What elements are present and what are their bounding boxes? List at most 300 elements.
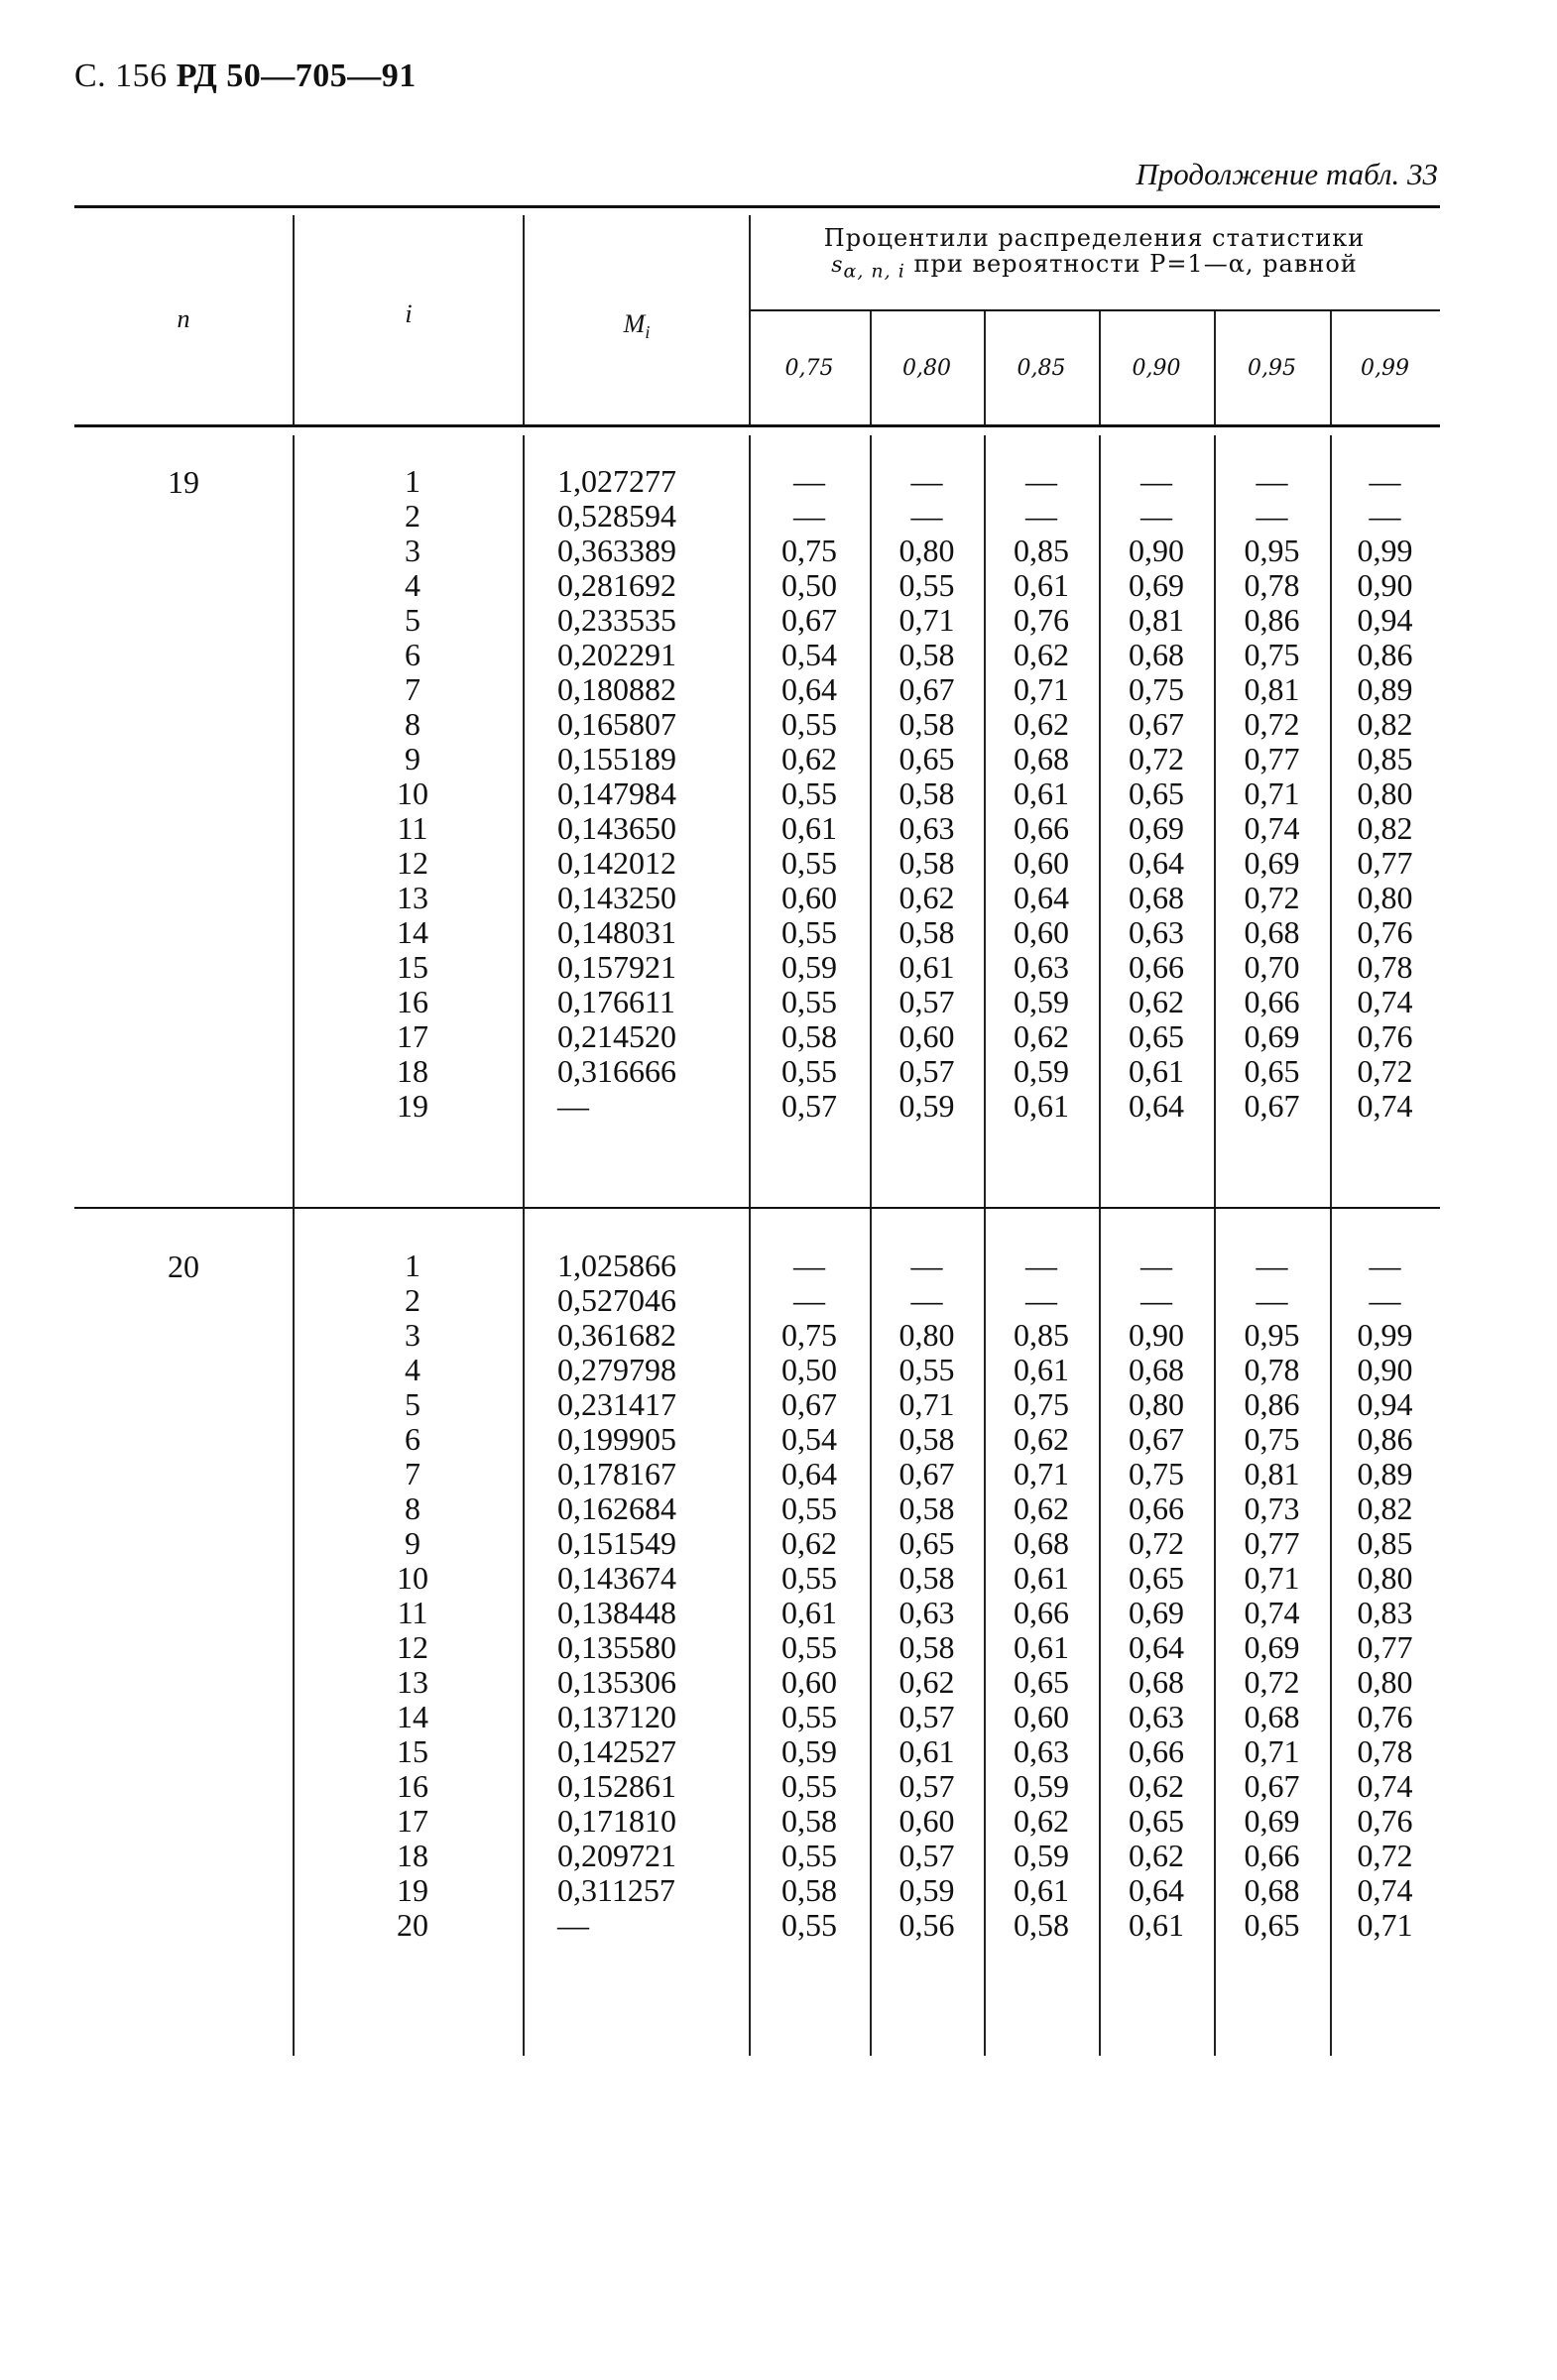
row-index: 9 bbox=[405, 741, 420, 776]
table-row bbox=[74, 1353, 1440, 1387]
percentile-cell: 0,55 bbox=[781, 1053, 837, 1089]
table-row bbox=[74, 1283, 1440, 1318]
percentile-cell: — bbox=[1140, 1248, 1172, 1283]
percentile-cell: 0,55 bbox=[781, 1560, 837, 1596]
row-m-value: 1,027277 bbox=[557, 463, 676, 499]
percentile-cell: 0,55 bbox=[781, 914, 837, 950]
percentile-cell: 0,61 bbox=[1129, 1907, 1184, 1943]
statistic-symbol: $s_{\alpha, n, i}$ bbox=[831, 253, 905, 283]
table-row bbox=[74, 499, 1440, 534]
percentile-cell: 0,62 bbox=[1129, 1838, 1184, 1873]
percentile-cell: 0,58 bbox=[781, 1803, 837, 1839]
percentile-cell: 0,59 bbox=[1014, 984, 1069, 1019]
percentile-cell: 0,62 bbox=[1129, 984, 1184, 1019]
percentile-cell: 0,74 bbox=[1357, 984, 1413, 1019]
percentile-cell: 0,61 bbox=[1014, 1560, 1069, 1596]
percentile-cell: 0,59 bbox=[898, 1088, 955, 1124]
n-value: 19 bbox=[168, 464, 199, 500]
row-m-value: 0,233535 bbox=[557, 602, 676, 638]
row-index: 6 bbox=[405, 637, 420, 672]
row-index: 13 bbox=[397, 880, 428, 915]
row-m-value: 0,143650 bbox=[557, 810, 676, 846]
percentile-cell: 0,58 bbox=[898, 914, 955, 950]
percentile-cell: 0,75 bbox=[1244, 637, 1300, 672]
row-index: 10 bbox=[397, 775, 428, 811]
percentile-cell: 0,73 bbox=[1244, 1490, 1300, 1526]
percentile-cell: 0,54 bbox=[781, 637, 837, 672]
percentile-table bbox=[74, 205, 1440, 2056]
percentile-cell: 0,75 bbox=[1129, 1456, 1184, 1491]
row-m-value: 0,147984 bbox=[557, 775, 676, 811]
percentile-cell: — bbox=[793, 498, 825, 534]
percentile-cell: 0,64 bbox=[781, 1456, 837, 1491]
row-index: 1 bbox=[405, 1248, 420, 1283]
header-i: i bbox=[405, 299, 413, 328]
percentile-cell: — bbox=[910, 1282, 943, 1318]
percentile-cell: 0,68 bbox=[1129, 637, 1184, 672]
percentile-cell: 0,86 bbox=[1244, 1386, 1300, 1422]
percentile-cell: 0,67 bbox=[1129, 706, 1184, 742]
row-m-value: 0,143250 bbox=[557, 880, 676, 915]
percentile-cell: 0,50 bbox=[781, 1352, 837, 1387]
table-row bbox=[74, 1769, 1440, 1804]
percentile-cell: 0,66 bbox=[1014, 810, 1069, 846]
percentile-cell: 0,72 bbox=[1357, 1838, 1413, 1873]
percentile-cell: 0,80 bbox=[1357, 880, 1413, 915]
percentile-cell: 0,64 bbox=[1129, 1629, 1184, 1665]
table-row bbox=[74, 1054, 1440, 1089]
percentile-cell: 0,77 bbox=[1357, 1629, 1413, 1665]
percentile-cell: 0,62 bbox=[1129, 1768, 1184, 1804]
percentile-cell: — bbox=[1256, 1248, 1288, 1283]
row-m-value: 0,528594 bbox=[557, 498, 676, 534]
percentile-cell: 0,89 bbox=[1357, 671, 1413, 707]
percentile-cell: 0,83 bbox=[1357, 1595, 1413, 1630]
percentile-cell: 0,66 bbox=[1244, 984, 1300, 1019]
table-row bbox=[74, 707, 1440, 742]
row-m-value: 0,165807 bbox=[557, 706, 676, 742]
percentile-cell: 0,57 bbox=[898, 1699, 955, 1734]
table-row bbox=[74, 1908, 1440, 1943]
prob-header: 0,80 bbox=[902, 356, 951, 381]
row-index: 9 bbox=[405, 1525, 420, 1561]
percentile-cell: 0,78 bbox=[1244, 1352, 1300, 1387]
percentile-cell: 0,70 bbox=[1244, 949, 1300, 985]
percentile-cell: 0,61 bbox=[1014, 1088, 1069, 1124]
percentile-cell: 0,59 bbox=[1014, 1053, 1069, 1089]
prob-header: 0,90 bbox=[1132, 356, 1181, 381]
percentile-cell: — bbox=[1025, 1248, 1057, 1283]
percentile-cell: 0,58 bbox=[898, 1490, 955, 1526]
percentile-cell: 0,62 bbox=[1014, 1803, 1069, 1839]
percentile-cell: 0,58 bbox=[898, 706, 955, 742]
percentile-cell: 0,62 bbox=[781, 741, 837, 776]
row-index: 7 bbox=[405, 671, 420, 707]
percentile-cell: 0,50 bbox=[781, 567, 837, 603]
row-m-value: 0,363389 bbox=[557, 533, 676, 568]
percentile-cell: 0,62 bbox=[1014, 637, 1069, 672]
percentile-cell: 0,75 bbox=[781, 1317, 837, 1353]
percentile-cell: 0,94 bbox=[1357, 602, 1413, 638]
percentile-cell: 0,85 bbox=[1014, 533, 1069, 568]
table-row bbox=[74, 1526, 1440, 1561]
percentile-cell: 0,68 bbox=[1129, 880, 1184, 915]
percentile-cell: 0,77 bbox=[1357, 845, 1413, 881]
percentile-cell: 0,57 bbox=[898, 1838, 955, 1873]
percentile-cell: 0,59 bbox=[1014, 1838, 1069, 1873]
percentile-cell: 0,60 bbox=[898, 1803, 955, 1839]
percentile-cell: 0,76 bbox=[1357, 1803, 1413, 1839]
percentile-cell: 0,80 bbox=[1357, 1560, 1413, 1596]
percentile-cell: 0,72 bbox=[1244, 1664, 1300, 1700]
percentile-cell: 0,58 bbox=[898, 1560, 955, 1596]
percentile-cell: — bbox=[1369, 498, 1401, 534]
percentile-cell: 0,69 bbox=[1244, 1629, 1300, 1665]
row-m-value: 0,151549 bbox=[557, 1525, 676, 1561]
percentile-cell: — bbox=[1256, 463, 1288, 499]
row-index: 17 bbox=[397, 1803, 428, 1839]
row-m-value: 0,180882 bbox=[557, 671, 676, 707]
percentile-cell: 0,55 bbox=[781, 706, 837, 742]
percentile-cell: — bbox=[1369, 1282, 1401, 1318]
percentile-cell: 0,78 bbox=[1357, 1733, 1413, 1769]
row-index: 4 bbox=[405, 1352, 420, 1387]
percentile-cell: 0,55 bbox=[781, 984, 837, 1019]
percentile-cell: 0,85 bbox=[1014, 1317, 1069, 1353]
percentile-cell: 0,80 bbox=[1357, 775, 1413, 811]
row-index: 16 bbox=[397, 1768, 428, 1804]
percentile-cell: 0,58 bbox=[781, 1872, 837, 1908]
percentile-cell: 0,68 bbox=[1129, 1664, 1184, 1700]
percentile-cell: 0,75 bbox=[781, 533, 837, 568]
table-row bbox=[74, 1630, 1440, 1665]
table-row bbox=[74, 1665, 1440, 1700]
group-title-line1: Процентили распределения статистики bbox=[823, 224, 1366, 252]
table-row bbox=[74, 1804, 1440, 1839]
table-row bbox=[74, 1561, 1440, 1596]
percentile-cell: 0,59 bbox=[781, 1733, 837, 1769]
percentile-cell: 0,65 bbox=[1129, 1803, 1184, 1839]
table-row bbox=[74, 464, 1440, 499]
row-index: 17 bbox=[397, 1018, 428, 1054]
table-row bbox=[74, 1422, 1440, 1457]
percentile-cell: 0,59 bbox=[898, 1872, 955, 1908]
row-m-value: 0,279798 bbox=[557, 1352, 676, 1387]
percentile-cell: 0,57 bbox=[898, 1053, 955, 1089]
percentile-cell: 0,78 bbox=[1357, 949, 1413, 985]
table-row bbox=[74, 811, 1440, 846]
row-m-value: 0,361682 bbox=[557, 1317, 676, 1353]
percentile-cell: 0,69 bbox=[1244, 845, 1300, 881]
percentile-cell: 0,68 bbox=[1244, 1699, 1300, 1734]
percentile-cell: 0,58 bbox=[898, 1421, 955, 1457]
percentile-cell: — bbox=[910, 498, 943, 534]
percentile-cell: 0,55 bbox=[781, 1838, 837, 1873]
percentile-cell: 0,66 bbox=[1129, 1733, 1184, 1769]
percentile-cell: 0,72 bbox=[1244, 706, 1300, 742]
row-index: 11 bbox=[397, 810, 428, 846]
group-title-line2: $s_{\alpha, n, i}$ при вероятности P=1—α, равной bbox=[831, 250, 1358, 283]
percentile-cell: 0,60 bbox=[898, 1018, 955, 1054]
percentile-cell: 0,57 bbox=[781, 1088, 837, 1124]
percentile-cell: 0,65 bbox=[1014, 1664, 1069, 1700]
row-m-value: 0,281692 bbox=[557, 567, 676, 603]
percentile-cell: 0,57 bbox=[898, 984, 955, 1019]
percentile-cell: 0,69 bbox=[1244, 1803, 1300, 1839]
percentile-cell: 0,76 bbox=[1357, 914, 1413, 950]
percentile-cell: 0,85 bbox=[1357, 741, 1413, 776]
percentile-cell: 0,55 bbox=[781, 1699, 837, 1734]
percentile-cell: 0,60 bbox=[1014, 845, 1069, 881]
percentile-cell: 0,94 bbox=[1357, 1386, 1413, 1422]
row-index: 6 bbox=[405, 1421, 420, 1457]
row-index: 11 bbox=[397, 1595, 428, 1630]
percentile-cell: 0,95 bbox=[1244, 1317, 1300, 1353]
percentile-cell: 0,90 bbox=[1357, 1352, 1413, 1387]
percentile-cell: 0,66 bbox=[1244, 1838, 1300, 1873]
percentile-cell: — bbox=[1140, 498, 1172, 534]
percentile-cell: 0,67 bbox=[1129, 1421, 1184, 1457]
percentile-cell: 0,68 bbox=[1244, 914, 1300, 950]
percentile-cell: 0,99 bbox=[1357, 1317, 1413, 1353]
percentile-cell: 0,62 bbox=[1014, 706, 1069, 742]
percentile-cell: 0,55 bbox=[781, 1490, 837, 1526]
percentile-cell: 0,77 bbox=[1244, 741, 1300, 776]
row-index: 13 bbox=[397, 1664, 428, 1700]
percentile-cell: 0,61 bbox=[1129, 1053, 1184, 1089]
percentile-cell: 0,58 bbox=[1014, 1907, 1069, 1943]
percentile-cell: — bbox=[910, 1248, 943, 1283]
percentile-cell: — bbox=[1025, 1282, 1057, 1318]
percentile-cell: 0,64 bbox=[1129, 1872, 1184, 1908]
percentile-cell: 0,76 bbox=[1014, 602, 1069, 638]
percentile-cell: 0,69 bbox=[1129, 810, 1184, 846]
percentile-cell: 0,68 bbox=[1129, 1352, 1184, 1387]
table-row bbox=[74, 1491, 1440, 1526]
row-m-value: 0,162684 bbox=[557, 1490, 676, 1526]
percentile-cell: 0,67 bbox=[1244, 1088, 1300, 1124]
row-m-value: 0,137120 bbox=[557, 1699, 676, 1734]
percentile-cell: 0,65 bbox=[1244, 1907, 1300, 1943]
percentile-cell: 0,61 bbox=[898, 1733, 955, 1769]
percentile-cell: — bbox=[793, 463, 825, 499]
row-index: 3 bbox=[405, 533, 420, 568]
percentile-cell: 0,81 bbox=[1244, 671, 1300, 707]
row-index: 20 bbox=[397, 1907, 428, 1943]
percentile-cell: 0,58 bbox=[898, 637, 955, 672]
table-row bbox=[74, 603, 1440, 638]
percentile-cell: 0,71 bbox=[1244, 1733, 1300, 1769]
percentile-cell: — bbox=[1140, 463, 1172, 499]
row-index: 18 bbox=[397, 1838, 428, 1873]
row-index: 1 bbox=[405, 463, 420, 499]
row-m-value: 0,527046 bbox=[557, 1282, 676, 1318]
row-m-value: 0,142527 bbox=[557, 1733, 676, 1769]
percentile-cell: 0,68 bbox=[1014, 1525, 1069, 1561]
percentile-cell: 0,58 bbox=[781, 1018, 837, 1054]
percentile-cell: 0,72 bbox=[1129, 1525, 1184, 1561]
percentile-cell: 0,60 bbox=[1014, 914, 1069, 950]
percentile-cell: 0,65 bbox=[1129, 775, 1184, 811]
percentile-cell: 0,80 bbox=[1357, 1664, 1413, 1700]
row-index: 16 bbox=[397, 984, 428, 1019]
percentile-cell: 0,61 bbox=[781, 810, 837, 846]
row-m-value: 0,152861 bbox=[557, 1768, 676, 1804]
percentile-cell: 0,55 bbox=[898, 567, 955, 603]
percentile-cell: 0,80 bbox=[1129, 1386, 1184, 1422]
percentile-cell: 0,61 bbox=[1014, 1872, 1069, 1908]
percentile-cell: 0,63 bbox=[898, 1595, 955, 1630]
percentile-cell: 0,63 bbox=[1014, 949, 1069, 985]
percentile-cell: 0,60 bbox=[1014, 1699, 1069, 1734]
percentile-cell: 0,55 bbox=[898, 1352, 955, 1387]
header-m-symbol: M bbox=[623, 309, 646, 338]
percentile-cell: 0,65 bbox=[1129, 1018, 1184, 1054]
percentile-cell: 0,66 bbox=[1129, 949, 1184, 985]
row-m-value: 0,209721 bbox=[557, 1838, 676, 1873]
table-row bbox=[74, 1457, 1440, 1491]
row-m-value: 1,025866 bbox=[557, 1248, 676, 1283]
percentile-cell: 0,63 bbox=[1129, 1699, 1184, 1734]
percentile-cell: 0,58 bbox=[898, 845, 955, 881]
percentile-cell: 0,71 bbox=[1244, 775, 1300, 811]
table-top-rule bbox=[74, 205, 1440, 208]
percentile-cell: 0,61 bbox=[1014, 775, 1069, 811]
row-m-value: 0,138448 bbox=[557, 1595, 676, 1630]
row-m-value: 0,135306 bbox=[557, 1664, 676, 1700]
percentile-cell: 0,95 bbox=[1244, 533, 1300, 568]
table-row bbox=[74, 846, 1440, 881]
percentile-cell: 0,82 bbox=[1357, 706, 1413, 742]
row-index: 14 bbox=[397, 1699, 428, 1734]
percentile-cell: 0,61 bbox=[781, 1595, 837, 1630]
row-m-value: 0,316666 bbox=[557, 1053, 676, 1089]
block-separator bbox=[74, 1207, 1440, 1209]
percentile-cell: — bbox=[1025, 463, 1057, 499]
percentile-cell: 0,59 bbox=[781, 949, 837, 985]
percentile-cell: 0,64 bbox=[781, 671, 837, 707]
table-row bbox=[74, 776, 1440, 811]
percentile-cell: 0,80 bbox=[898, 1317, 955, 1353]
prob-header: 0,99 bbox=[1361, 356, 1409, 381]
percentile-cell: 0,69 bbox=[1244, 1018, 1300, 1054]
percentile-cell: 0,76 bbox=[1357, 1018, 1413, 1054]
percentile-cell: — bbox=[793, 1248, 825, 1283]
header-bottom-rule bbox=[74, 424, 1440, 427]
row-index: 4 bbox=[405, 567, 420, 603]
row-index: 19 bbox=[397, 1872, 428, 1908]
table-row bbox=[74, 950, 1440, 985]
percentile-cell: 0,65 bbox=[898, 741, 955, 776]
percentile-cell: 0,60 bbox=[781, 1664, 837, 1700]
percentile-cell: 0,67 bbox=[781, 1386, 837, 1422]
table-row bbox=[74, 1734, 1440, 1769]
table-row bbox=[74, 915, 1440, 950]
percentile-cell: 0,74 bbox=[1357, 1768, 1413, 1804]
row-m-value: — bbox=[557, 1088, 589, 1124]
percentile-cell: 0,81 bbox=[1129, 602, 1184, 638]
percentile-cell: 0,62 bbox=[898, 1664, 955, 1700]
percentile-cell: 0,90 bbox=[1357, 567, 1413, 603]
percentile-cell: 0,74 bbox=[1357, 1872, 1413, 1908]
percentile-cell: 0,74 bbox=[1244, 1595, 1300, 1630]
row-index: 3 bbox=[405, 1317, 420, 1353]
percentile-cell: 0,62 bbox=[1014, 1490, 1069, 1526]
percentile-cell: 0,74 bbox=[1357, 1088, 1413, 1124]
percentile-cell: 0,61 bbox=[1014, 1352, 1069, 1387]
row-m-value: 0,178167 bbox=[557, 1456, 676, 1491]
row-index: 15 bbox=[397, 1733, 428, 1769]
percentile-cell: 0,71 bbox=[1014, 671, 1069, 707]
n-value: 20 bbox=[168, 1249, 199, 1284]
percentile-cell: 0,90 bbox=[1129, 533, 1184, 568]
percentile-cell: 0,66 bbox=[1014, 1595, 1069, 1630]
percentile-cell: 0,63 bbox=[1014, 1733, 1069, 1769]
percentile-cell: 0,89 bbox=[1357, 1456, 1413, 1491]
percentile-cell: 0,71 bbox=[898, 602, 955, 638]
row-index: 8 bbox=[405, 1490, 420, 1526]
block-n-19 bbox=[74, 464, 1440, 1158]
percentile-cell: 0,59 bbox=[1014, 1768, 1069, 1804]
percentile-cell: — bbox=[1256, 498, 1288, 534]
table-row bbox=[74, 1873, 1440, 1908]
percentile-cell: 0,80 bbox=[898, 533, 955, 568]
table-row bbox=[74, 881, 1440, 915]
row-m-value: 0,231417 bbox=[557, 1386, 676, 1422]
percentile-cell: 0,62 bbox=[781, 1525, 837, 1561]
percentile-cell: 0,55 bbox=[781, 1629, 837, 1665]
percentile-cell: 0,74 bbox=[1244, 810, 1300, 846]
row-m-value: 0,143674 bbox=[557, 1560, 676, 1596]
table-row bbox=[74, 1387, 1440, 1422]
percentile-cell: 0,71 bbox=[1244, 1560, 1300, 1596]
row-index: 2 bbox=[405, 498, 420, 534]
percentile-cell: 0,72 bbox=[1244, 880, 1300, 915]
percentile-cell: 0,54 bbox=[781, 1421, 837, 1457]
percentile-cell: 0,67 bbox=[781, 602, 837, 638]
percentile-cell: 0,62 bbox=[1014, 1421, 1069, 1457]
percentile-cell: 0,64 bbox=[1129, 845, 1184, 881]
document-code: РД 50—705—91 bbox=[176, 58, 417, 94]
prob-header: 0,75 bbox=[784, 356, 834, 381]
percentile-cell: 0,99 bbox=[1357, 533, 1413, 568]
percentile-cell: 0,64 bbox=[1014, 880, 1069, 915]
table-row bbox=[74, 1318, 1440, 1353]
percentile-cell: 0,86 bbox=[1357, 1421, 1413, 1457]
table-row bbox=[74, 1596, 1440, 1630]
row-m-value: 0,199905 bbox=[557, 1421, 676, 1457]
row-m-value: 0,148031 bbox=[557, 914, 676, 950]
percentile-cell: 0,58 bbox=[898, 775, 955, 811]
row-m-value: 0,171810 bbox=[557, 1803, 676, 1839]
percentile-cell: 0,78 bbox=[1244, 567, 1300, 603]
percentile-cell: — bbox=[1369, 463, 1401, 499]
percentile-cell: 0,82 bbox=[1357, 810, 1413, 846]
row-index: 7 bbox=[405, 1456, 420, 1491]
percentile-cell: — bbox=[1256, 1282, 1288, 1318]
percentile-cell: 0,55 bbox=[781, 1768, 837, 1804]
prob-header: 0,85 bbox=[1017, 356, 1066, 381]
percentile-cell: — bbox=[1140, 1282, 1172, 1318]
header-m bbox=[525, 309, 749, 343]
percentile-cell: 0,86 bbox=[1357, 637, 1413, 672]
percentile-cell: 0,60 bbox=[781, 880, 837, 915]
row-m-value: 0,176611 bbox=[557, 984, 675, 1019]
percentile-cell: 0,65 bbox=[898, 1525, 955, 1561]
table-row bbox=[74, 985, 1440, 1019]
percentile-cell: — bbox=[1369, 1248, 1401, 1283]
percentile-cell: 0,58 bbox=[898, 1629, 955, 1665]
